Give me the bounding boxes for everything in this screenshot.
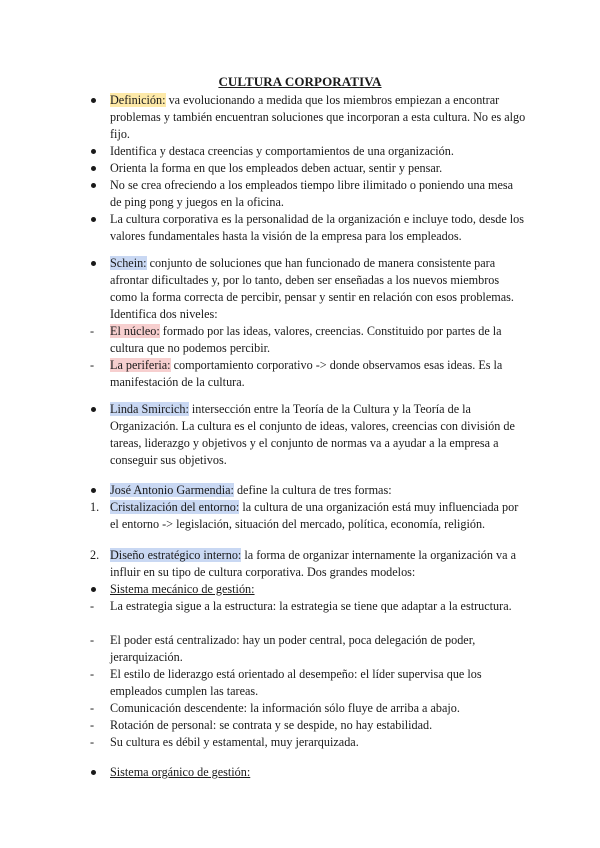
numbered-item	[90, 547, 527, 581]
dash-item-periferia	[90, 357, 527, 391]
bullet-item	[90, 211, 527, 245]
smircich-term: Linda Smircich:	[110, 402, 189, 416]
schein-text: conjunto de soluciones que han funcionado de manera consistente para afrontar dificultades y, por lo tanto, deben ser enseñadas a los nuevos miembros como la forma correcta de percibir, pensar y sentir en relación con esos problemas. Identifica dos niveles:	[110, 256, 514, 321]
numbered-item	[90, 499, 527, 533]
bullet-text	[110, 92, 527, 143]
bullet-text: No se crea ofreciendo a los empleados tiempo libre ilimitado o poniendo una mesa de ping pong y juegos en la oficina.	[110, 178, 514, 209]
nucleo-term: El núcleo:	[110, 324, 160, 338]
dash-text: El estilo de liderazgo está orientado al desempeño: el líder supervisa que los empleados cumplen las tareas.	[110, 667, 482, 698]
dash-item-nucleo	[90, 323, 527, 357]
dash-marker: -	[90, 358, 95, 372]
bullet-text: Orienta la forma en que los empleados deben actuar, sentir y pensar.	[110, 161, 443, 175]
dash-text	[110, 357, 527, 391]
garmendia-term: José Antonio Garmendia:	[110, 483, 234, 497]
dash-text: Rotación de personal: se contrata y se despide, no hay estabilidad.	[110, 718, 433, 732]
cristalizacion-text: la cultura de una organización está muy influenciada por el entorno -> legislación, situación del mercado, política, economía, religión.	[110, 500, 519, 531]
nucleo-text: formado por las ideas, valores, creencias. Constituido por partes de la cultura que no podemos percibir.	[110, 324, 502, 355]
dash-marker: -	[90, 599, 95, 613]
dash-item	[90, 666, 527, 700]
dash-text	[110, 323, 527, 357]
dash-item	[90, 700, 527, 717]
diseno-text: la forma de organizar internamente la organización va a influir en su tipo de cultura corporativa. Dos grandes modelos:	[110, 548, 516, 579]
definicion-term: Definición:	[110, 93, 166, 107]
dash-text: Comunicación descendente: la información sólo fluye de arriba a abajo.	[110, 701, 460, 715]
diseno-term: Diseño estratégico interno:	[110, 548, 242, 562]
page-title: CULTURA CORPORATIVA	[218, 74, 382, 89]
dash-text: Su cultura es débil y estamental, muy jerarquizada.	[110, 735, 359, 749]
bullet-text	[110, 401, 527, 469]
dash-item	[90, 598, 527, 615]
dash-marker: -	[90, 735, 95, 749]
numbered-text	[110, 499, 527, 533]
mecanico-heading: Sistema mecánico de gestión:	[110, 582, 255, 596]
dash-marker: -	[90, 718, 95, 732]
periferia-text: comportamiento corporativo -> donde observamos esas ideas. Es la manifestación de la cultura.	[110, 358, 503, 389]
bullet-schein	[90, 255, 527, 323]
bullet-text: Identifica y destaca creencias y comportamientos de una organización.	[110, 144, 454, 158]
dash-marker: -	[90, 701, 95, 715]
dash-item	[90, 632, 527, 666]
definicion-text: va evolucionando a medida que los miembros empiezan a encontrar problemas y también encuentran soluciones que incorporan a esta cultura. No es algo fijo.	[110, 93, 526, 141]
periferia-term: La periferia:	[110, 358, 171, 372]
garmendia-text: define la cultura de tres formas:	[233, 483, 392, 497]
dash-marker: -	[90, 324, 95, 338]
bullet-item	[90, 160, 527, 177]
bullet-smircich	[90, 401, 527, 469]
bullet-mecanico	[90, 581, 527, 598]
cristalizacion-term: Cristalización del entorno:	[110, 500, 240, 514]
bullet-text	[110, 482, 527, 499]
dash-item	[90, 734, 527, 751]
bullet-definicion	[90, 92, 527, 143]
dash-item	[90, 717, 527, 734]
organico-heading: Sistema orgánico de gestión:	[110, 765, 251, 779]
bullet-organico	[90, 764, 527, 781]
numbered-text	[110, 547, 527, 581]
bullet-item	[90, 177, 527, 211]
dash-marker: -	[90, 667, 95, 681]
smircich-text: intersección entre la Teoría de la Cultura y la Teoría de la Organización. La cultura es el conjunto de ideas, valores, creencias con división de tareas, liderazgo y objetivos y el conjunto de normas va a ayudar a la empresa a conseguir sus objetivos.	[110, 402, 515, 467]
bullet-text: La cultura corporativa es la personalidad de la organización e incluye todo, desde los valores fundamentales hasta la visión de la empresa para los empleados.	[110, 212, 524, 243]
bullet-item	[90, 143, 527, 160]
dash-text: La estrategia sigue a la estructura: la estrategia se tiene que adaptar a la estructura.	[110, 599, 512, 613]
dash-text: El poder está centralizado: hay un poder central, poca delegación de poder, jerarquización.	[110, 633, 476, 664]
number-marker: 2.	[90, 548, 100, 562]
schein-term: Schein:	[110, 256, 147, 270]
bullet-garmendia	[90, 482, 527, 499]
number-marker: 1.	[90, 500, 100, 514]
dash-marker: -	[90, 633, 95, 647]
bullet-text	[110, 255, 527, 323]
